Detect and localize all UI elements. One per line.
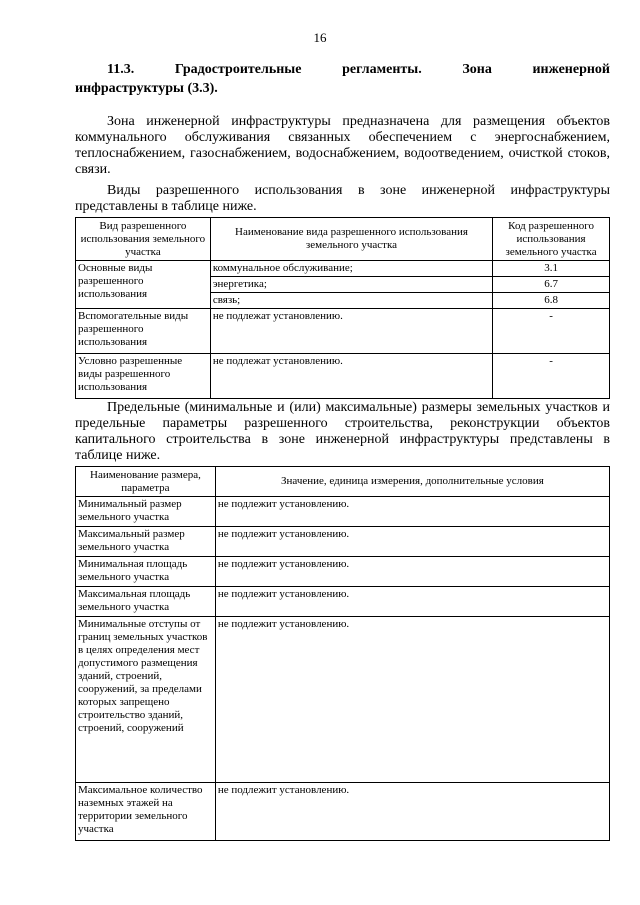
parameter-value-cell: не подлежит установлению. (215, 617, 609, 783)
usage-code-cell: 6.7 (493, 277, 610, 293)
zone-description-paragraph (75, 114, 610, 178)
heading-number: 11.3. (107, 62, 135, 77)
usage-name-cell: связь; (210, 293, 492, 309)
parameter-name-cell: Максимальное количество наземных этажей на территории земельного участка (76, 783, 216, 841)
usage-code-cell: 3.1 (493, 261, 610, 277)
usage-code-cell: - (493, 354, 610, 399)
usage-name-cell: коммунальное обслуживание; (210, 261, 492, 277)
table-header-cell: Вид разрешенного использования земельного участка (76, 218, 211, 261)
parameter-value-cell: не подлежит установлению. (215, 557, 609, 587)
usage-name-cell: не подлежат установлению. (210, 309, 492, 354)
conditional-usage-label: Условно разрешенные виды разрешенного использования (76, 354, 211, 399)
paragraph-text: Зона инженерной инфраструктуры предназначена для размещения объектов коммунального обслуживания связанных обеспечением с энергоснабжением, теплоснабжением, газоснабжением, водоснабжением, водоотведением, очисткой стоков, связи. (75, 114, 610, 177)
heading-word: регламенты. (342, 62, 422, 77)
parameter-name-cell: Максимальная площадь земельного участка (76, 587, 216, 617)
heading-word: Градостроительные (174, 62, 302, 77)
aux-usage-label: Вспомогательные виды разрешенного использования (76, 309, 211, 354)
main-usage-label: Основные виды разрешенного использования (76, 261, 211, 309)
usage-code-cell: 6.8 (493, 293, 610, 309)
table-header-cell: Код разрешенного использования земельного участка (493, 218, 610, 261)
usage-code-cell: - (493, 309, 610, 354)
parameter-value-cell: не подлежит установлению. (215, 527, 609, 557)
table-header-cell: Наименование вида разрешенного использования земельного участка (210, 218, 492, 261)
parameter-name-cell: Минимальная площадь земельного участка (76, 557, 216, 587)
page-number: 16 (313, 30, 327, 45)
usage-intro-paragraph (75, 183, 610, 215)
section-heading (75, 60, 610, 98)
parameter-value-cell: не подлежит установлению. (215, 497, 609, 527)
table-header-cell: Наименование размера, параметра (76, 467, 216, 497)
parameter-value-cell: не подлежит установлению. (215, 587, 609, 617)
parameters-intro-paragraph (75, 400, 610, 464)
parameter-name-cell: Минимальный размер земельного участка (76, 497, 216, 527)
parameter-name-cell: Максимальный размер земельного участка (76, 527, 216, 557)
parameter-name-cell: Минимальные отступы от границ земельных участков в целях определения мест допустимого размещения зданий, строений, сооружений, за пределами которых запрещено строительство зданий, строений, сооружений (76, 617, 216, 783)
table-header-cell: Значение, единица измерения, дополнительные условия (215, 467, 609, 497)
usage-types-table (75, 217, 610, 399)
heading-word: Зона (462, 62, 492, 77)
parameters-table (75, 466, 610, 841)
heading-word: инженерной (532, 62, 610, 77)
parameter-value-cell: не подлежит установлению. (215, 783, 609, 841)
heading-line2: инфраструктуры (3.3). (75, 81, 218, 96)
usage-name-cell: не подлежат установлению. (210, 354, 492, 399)
paragraph-text: Виды разрешенного использования в зоне инженерной инфраструктуры представлены в таблице ниже. (75, 183, 610, 214)
usage-name-cell: энергетика; (210, 277, 492, 293)
paragraph-text: Предельные (минимальные и (или) максимальные) размеры земельных участков и предельные параметры разрешенного строительства, реконструкции объектов капитального строительства в зоне инженерной инфраструктуры представлены в таблице ниже. (75, 400, 610, 463)
